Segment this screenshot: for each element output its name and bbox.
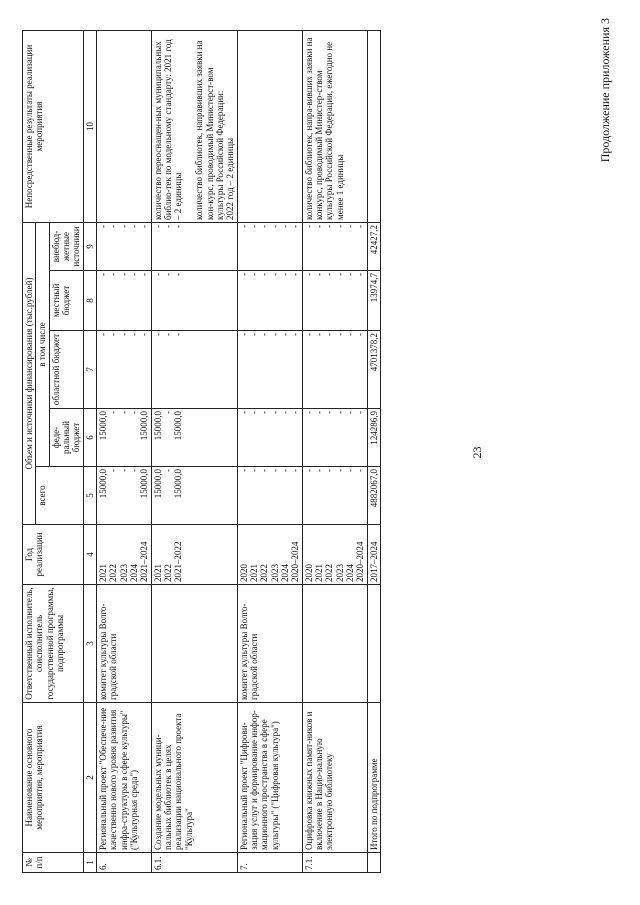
row-total-value: - (129, 469, 140, 472)
row-years (151, 525, 237, 585)
header-year: Год реализации (23, 525, 84, 585)
header-incl: в том числе (36, 222, 49, 466)
row-result-text (239, 33, 249, 220)
colnum: 4 (83, 525, 96, 585)
row-federal (237, 409, 302, 467)
row-result-text: количество библиотек, напра-вивших заявки на конкурс, проводимый Министер-ством культуры Российской Федерации, ежегодно не менее 1 единицы (303, 37, 345, 220)
row-regional-value: - (108, 333, 119, 336)
row-federal-value: - (344, 411, 355, 414)
colnum: 1 (83, 853, 96, 873)
row-extra-value: - (163, 224, 174, 228)
summary-row (367, 30, 380, 872)
row-local-value: - (248, 273, 259, 276)
row-total-value: - (269, 469, 280, 472)
row-years-value: 2022 (324, 564, 335, 582)
row-result-text: количество библиотек, направивших заявки на кон-курс, проводимый Министерст-вом культуры Российской Федерации: (194, 40, 225, 220)
row-years-value: 2021 (313, 564, 324, 582)
row-extra (151, 222, 237, 270)
row-extra-value: - (344, 224, 355, 228)
row-local-value: - (163, 273, 174, 276)
table-body (97, 30, 381, 872)
summary-result (367, 30, 380, 222)
summary-total: 4882067,0 (367, 467, 380, 525)
row-regional-value: - (355, 333, 366, 336)
row-total-value: - (324, 469, 335, 472)
row-extra-value: - (355, 224, 366, 228)
row-name: Региональный проект "Обеспече-ние качественно нового уровня развития инфра-структуры в сфере культуры" ("Культурная среда") (97, 703, 152, 853)
row-local-value: - (269, 273, 280, 276)
row-extra-value: - (259, 224, 270, 228)
header-name: Наименование основного мероприятия, мероприятия (23, 703, 84, 853)
row-no: 7.1. (302, 853, 367, 873)
row-federal-value: - (118, 411, 129, 414)
row-federal-value: - (334, 411, 345, 414)
row-name: Создание модельных муници-пальных библиотек в целях реализации национального проекта "Культура" (151, 703, 237, 853)
row-no: 6.1. (151, 853, 237, 873)
row-extra-value: - (129, 224, 140, 228)
row-federal (151, 409, 237, 467)
row-regional-value: - (303, 333, 314, 336)
row-total-value: - (259, 469, 270, 472)
row-local-value: - (139, 273, 150, 276)
row-federal-value: 15000,0 (139, 411, 150, 441)
row-local-value: - (259, 273, 270, 276)
row-result (302, 30, 367, 222)
row-years-value: 2023 (118, 564, 129, 582)
row-regional (151, 331, 237, 409)
row-total-value: 15000,0 (173, 469, 184, 499)
row-federal-value: - (269, 411, 280, 414)
row-total (237, 467, 302, 525)
row-executor: комитет культуры Волго-градской области (97, 585, 152, 703)
row-local-value: - (238, 273, 249, 276)
row-total-value: - (303, 469, 314, 472)
header-regional: областной бюджет (49, 331, 83, 409)
summary-years: 2017–2024 (367, 525, 380, 585)
row-total (302, 467, 367, 525)
row-federal-value: - (129, 411, 140, 414)
row-regional-value: - (129, 333, 140, 336)
row-local-value: - (355, 273, 366, 276)
row-extra-value: - (108, 224, 119, 228)
row-extra-value: - (173, 224, 184, 228)
row-extra-value: - (139, 224, 150, 228)
row-result (97, 30, 152, 222)
header-total: всего (36, 467, 83, 525)
row-local-value: - (290, 273, 301, 276)
row-regional-value: - (290, 333, 301, 336)
row-executor: комитет культуры Волго-градской области (237, 585, 302, 703)
row-result-text: 2022 год – 2 единицы (225, 137, 236, 220)
row-years (97, 525, 152, 585)
row-no: 7. (237, 853, 302, 873)
row-local-value: - (279, 273, 290, 276)
row-local-value: - (334, 273, 345, 276)
row-extra-value: - (98, 224, 109, 228)
row-local (237, 271, 302, 331)
summary-regional: 4701378,2 (367, 331, 380, 409)
row-years-value: 2021–2024 (139, 541, 150, 582)
row-no: 6. (97, 853, 152, 873)
row-total-value: - (313, 469, 324, 472)
row-total-value: - (108, 469, 119, 472)
row-local-value: - (344, 273, 355, 276)
row-result-text: количество переоснащен-ных муниципальных библио-тек по модельному стандарту: 2021 год – 2 единицы (152, 39, 184, 220)
row-federal-value: - (355, 411, 366, 414)
row-federal-value: - (259, 411, 270, 414)
row-years-value: 2023 (334, 564, 345, 582)
row-local (97, 271, 152, 331)
row-years-value: 2020 (303, 564, 314, 582)
colnum: 7 (83, 331, 96, 409)
row-result-text (184, 33, 194, 220)
summary-federal: 124286,9 (367, 409, 380, 467)
header-volume: Объем и источники финансирования (тыс.рублей) (23, 222, 36, 524)
row-extra-value: - (334, 224, 345, 228)
row-federal-value: - (238, 411, 249, 414)
row-total-value: - (290, 469, 301, 472)
row-federal-value: - (324, 411, 335, 414)
row-regional-value: - (259, 333, 270, 336)
row-federal-value: - (279, 411, 290, 414)
row-federal-value: - (248, 411, 259, 414)
row-total-value: - (163, 469, 174, 472)
row-executor (302, 585, 367, 703)
row-total-value: - (238, 469, 249, 472)
colnum: 5 (83, 467, 96, 525)
row-years-value: 2024 (129, 564, 140, 582)
row-name: Региональный проект "Цифрови-зация услуг и формирование инфор-мационного пространства в сфере культуры" ("Цифровая культура") (237, 703, 302, 853)
row-regional-value: - (248, 333, 259, 336)
row-regional (237, 331, 302, 409)
row-total-value: 15000,0 (139, 469, 150, 499)
row-regional-value: - (344, 333, 355, 336)
colnum: 8 (83, 271, 96, 331)
row-extra-value: - (290, 224, 301, 228)
row-result (237, 30, 302, 222)
financing-table (22, 30, 381, 873)
header-results: Непосредственные результаты реализации мероприятия (23, 30, 84, 222)
continuation-label: Продолжение приложения 3 (598, 18, 612, 163)
row-years-value: 2022 (259, 564, 270, 582)
row-years-value: 2020–2024 (290, 541, 301, 582)
colnum: 9 (83, 222, 96, 270)
table-row (302, 30, 367, 872)
row-federal-value: 15000,0 (173, 411, 184, 441)
page-number: 23 (470, 446, 484, 459)
row-years (237, 525, 302, 585)
row-regional-value: - (279, 333, 290, 336)
row-regional-value: - (118, 333, 129, 336)
row-extra-value: - (303, 224, 314, 228)
row-result (151, 30, 237, 222)
row-executor (151, 585, 237, 703)
row-regional-value: - (163, 333, 174, 336)
row-regional-value: - (173, 333, 184, 336)
row-federal-value: - (303, 411, 314, 414)
colnum: 3 (83, 585, 96, 703)
row-local-value: - (303, 273, 314, 276)
row-total-value: - (355, 469, 366, 472)
row-name: Оцифровка книжных памят-ников и включение в Нацио-нальную электронную библиотеку (302, 703, 367, 853)
row-extra (302, 222, 367, 270)
row-total-value: 15000,0 (98, 469, 109, 499)
summary-local: 13974,7 (367, 271, 380, 331)
row-years (302, 525, 367, 585)
row-extra-value: - (248, 224, 259, 228)
table-row (151, 30, 237, 872)
row-local-value: - (313, 273, 324, 276)
row-total-value: - (118, 469, 129, 472)
row-federal-value: 15000,0 (152, 411, 163, 441)
row-regional (97, 331, 152, 409)
row-extra-value: - (313, 224, 324, 228)
row-federal (302, 409, 367, 467)
row-local-value: - (152, 273, 163, 276)
row-federal-value: 15000,0 (98, 411, 109, 441)
row-extra-value: - (279, 224, 290, 228)
row-federal-value: - (163, 411, 174, 414)
row-local (302, 271, 367, 331)
row-regional-value: - (324, 333, 335, 336)
row-federal (97, 409, 152, 467)
row-local-value: - (129, 273, 140, 276)
row-years-value: 2023 (269, 564, 280, 582)
row-regional-value: - (313, 333, 324, 336)
row-federal-value: - (108, 411, 119, 414)
row-local-value: - (108, 273, 119, 276)
row-total (97, 467, 152, 525)
row-years-value: 2022 (108, 564, 119, 582)
colnum: 10 (83, 30, 96, 222)
row-regional-value: - (152, 333, 163, 336)
row-regional (302, 331, 367, 409)
row-regional-value: - (98, 333, 109, 336)
row-total-value: - (279, 469, 290, 472)
row-years-value: 2021 (152, 564, 163, 582)
row-extra-value: - (324, 224, 335, 228)
colnum: 6 (83, 409, 96, 467)
row-local-value: - (324, 273, 335, 276)
row-years-value: 2024 (344, 564, 355, 582)
summary-label: Итого по подпрограмме (367, 703, 380, 853)
row-federal-value: - (290, 411, 301, 414)
row-total-value: - (344, 469, 355, 472)
row-federal-value: - (313, 411, 324, 414)
header-no: № п/п (23, 853, 84, 873)
row-regional-value: - (139, 333, 150, 336)
table-row (237, 30, 302, 872)
row-regional-value: - (238, 333, 249, 336)
row-years-value: 2024 (279, 564, 290, 582)
colnum: 2 (83, 703, 96, 853)
row-years-value: 2020–2024 (355, 541, 366, 582)
summary-no (367, 853, 380, 873)
summary-executor (367, 585, 380, 703)
row-years-value: 2021–2022 (173, 541, 184, 582)
row-extra-value: - (118, 224, 129, 228)
header-executor: Ответственный исполнитель, соисполнитель государственной программы, подпрограммы (23, 585, 84, 703)
row-extra-value: - (238, 224, 249, 228)
table-row (97, 30, 152, 872)
row-total (151, 467, 237, 525)
row-total-value: 15000,0 (152, 469, 163, 499)
row-years-value: 2022 (163, 564, 174, 582)
row-extra (237, 222, 302, 270)
row-local-value: - (173, 273, 184, 276)
row-extra (97, 222, 152, 270)
row-extra-value: - (152, 224, 163, 228)
row-local-value: - (118, 273, 129, 276)
row-total-value: - (334, 469, 345, 472)
row-years-value: 2021 (98, 564, 109, 582)
row-years-value: 2021 (248, 564, 259, 582)
row-total-value: - (248, 469, 259, 472)
header-local: местный бюджет (49, 271, 83, 331)
row-result-text (98, 33, 108, 220)
summary-extra: 42427,2 (367, 222, 380, 270)
row-regional-value: - (334, 333, 345, 336)
row-years-value: 2020 (238, 564, 249, 582)
row-local-value: - (98, 273, 109, 276)
row-regional-value: - (269, 333, 280, 336)
row-local (151, 271, 237, 331)
header-extra: внебюд-жетные источники (49, 222, 83, 270)
header-federal: феде-ральный бюджет (49, 409, 83, 467)
row-extra-value: - (269, 224, 280, 228)
